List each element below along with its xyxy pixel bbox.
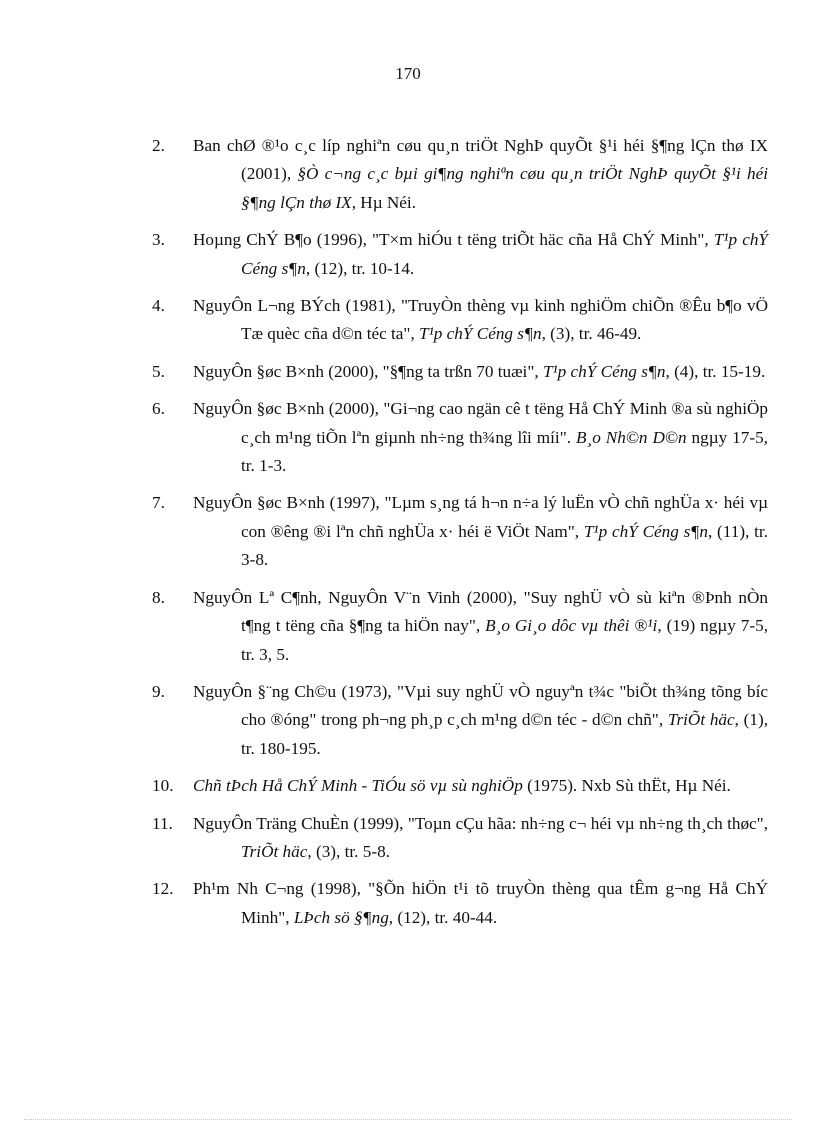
reference-text xyxy=(193,226,768,283)
reference-text-segment: Ph¹m Nh C¬ng (1998), "§Õn hiÖn t¹i tõ truyÒn thèng qua tÊm g¬ng Hå ChÝ Minh", xyxy=(193,879,768,927)
reference-text-segment: NguyÔn L¬ng BÝch (1981), "TruyÒn thèng vµ kinh nghiÖm chiÕn ®Êu b¶o vÖ Tæ quèc cña d©n téc ta", xyxy=(193,296,768,344)
reference-item xyxy=(152,584,768,669)
reference-title-italic: T¹p chÝ Céng s¶n xyxy=(542,361,666,381)
reference-text-segment: ngµy 17-5, tr. 1-3. xyxy=(241,427,768,476)
reference-text-segment: , (11), tr. 3-8. xyxy=(241,521,769,570)
reference-title-italic: TriÕt häc xyxy=(241,841,308,861)
reference-number: 10. xyxy=(152,776,174,796)
reference-text-segment: , (12), tr. 10-14. xyxy=(305,258,415,278)
reference-text xyxy=(193,772,768,800)
reference-title-italic: T¹p chÝ Céng s¶n xyxy=(583,521,708,541)
reference-item xyxy=(152,678,768,763)
reference-number: 12. xyxy=(152,879,174,899)
reference-item xyxy=(152,132,768,217)
reference-text xyxy=(193,395,768,480)
reference-text-segment: , Hµ Néi. xyxy=(351,192,417,212)
reference-text-segment: NguyÔn Träng ChuÈn (1999), "Toµn cÇu hãa: nh÷ng c¬ héi vµ nh÷ng th¸ch thøc", xyxy=(193,813,768,833)
reference-text-segment: NguyÔn §øc B×nh (1997), "Lµm s¸ng tá h¬n n÷a lý luËn vÒ chñ nghÜa x· héi vµ con ®êng ®i lªn chñ nghÜa x· héi ë ViÖt Nam", xyxy=(193,493,768,541)
page-bottom-rule xyxy=(24,1119,792,1120)
reference-title-italic: LÞch sö §¶ng xyxy=(293,907,389,927)
reference-text-segment: Ban chØ ®¹o c¸c líp nghiªn cøu qu¸n triÖt NghÞ quyÕt §¹i héi §¶ng lÇn thø IX (2001), xyxy=(193,136,768,184)
reference-text xyxy=(193,584,769,669)
reference-text-segment: NguyÔn §øc B×nh (2000), "Gi¬ng cao ngän cê t tëng Hå ChÝ Minh ®a sù nghiÖp c¸ch m¹ng tiÕn lªn giµnh nh÷ng th¾ng lîi míi". xyxy=(193,399,768,447)
reference-title-italic: TriÕt häc xyxy=(667,710,735,730)
reference-item xyxy=(152,292,768,349)
reference-text-segment: , (3), tr. 46-49. xyxy=(541,324,642,344)
reference-title-italic: B¸o Nh©n D©n xyxy=(576,427,687,447)
reference-item xyxy=(152,810,768,867)
reference-title-italic: Chñ tÞch Hå ChÝ Minh - TiÓu sö vµ sù nghiÖp xyxy=(193,776,523,796)
reference-item xyxy=(152,489,768,574)
reference-number: 9. xyxy=(152,681,165,701)
reference-number: 7. xyxy=(152,493,165,513)
reference-list xyxy=(152,132,768,941)
reference-number: 3. xyxy=(152,230,165,250)
reference-text-segment: NguyÔn §øc B×nh (2000), "§¶ng ta trßn 70 tuæi", xyxy=(193,361,543,381)
reference-text-segment: , (19) ngµy 7-5, tr. 3, 5. xyxy=(241,616,769,664)
reference-text-segment: NguyÔn §¨ng Ch©u (1973), "Vµi suy nghÜ vÒ nguyªn t¾c "biÕt th¾ng tõng bíc cho ®óng" trong ph¬ng ph¸p c¸ch m¹ng d©n téc - d©n chñ", xyxy=(193,681,768,730)
reference-text xyxy=(193,810,768,867)
reference-item xyxy=(152,772,768,800)
reference-text-segment: , (1), tr. 180-195. xyxy=(241,710,769,758)
reference-number: 2. xyxy=(152,136,165,155)
reference-number: 4. xyxy=(152,296,165,316)
reference-item xyxy=(152,358,768,386)
reference-number: 11. xyxy=(152,813,173,833)
reference-text xyxy=(193,132,769,217)
reference-text xyxy=(193,489,769,574)
reference-number: 6. xyxy=(152,399,165,419)
page-number: 170 xyxy=(395,64,421,83)
reference-text-segment: , (3), tr. 5-8. xyxy=(307,841,390,861)
reference-text-segment: NguyÔn Lª C¶nh, NguyÔn V¨n Vinh (2000), "Suy nghÜ vÒ sù kiªn ®Þnh nÒn t¶ng t tëng cña §¶ng ta hiÖn nay", xyxy=(193,587,768,636)
reference-text-segment: (1975). Nxb Sù thËt, Hµ Néi. xyxy=(522,776,731,796)
reference-text xyxy=(193,678,769,763)
reference-text xyxy=(193,358,768,386)
reference-number: 5. xyxy=(152,361,165,381)
reference-text xyxy=(193,875,768,932)
reference-title-italic: B¸o Gi¸o dôc vµ thêi ®¹i xyxy=(485,616,658,636)
reference-text-segment: Hoµng ChÝ B¶o (1996), "T×m hiÓu t tëng triÕt häc cña Hå ChÝ Minh", xyxy=(193,230,714,250)
reference-text-segment: , (12), tr. 40-44. xyxy=(388,907,498,927)
reference-title-italic: T¹p chÝ Céng s¶n xyxy=(241,230,768,278)
reference-text xyxy=(193,292,768,349)
reference-item xyxy=(152,226,768,283)
reference-item xyxy=(152,395,768,480)
reference-number: 8. xyxy=(152,587,165,607)
reference-title-italic: T¹p chÝ Céng s¶n xyxy=(419,324,542,344)
reference-title-italic: §Ò c¬ng c¸c bµi gi¶ng nghiªn cøu qu¸n triÖt NghÞ quyÕt §¹i héi §¶ng lÇn thø IX xyxy=(241,164,769,212)
reference-item xyxy=(152,875,768,932)
reference-text-segment: , (4), tr. 15-19. xyxy=(665,361,766,381)
